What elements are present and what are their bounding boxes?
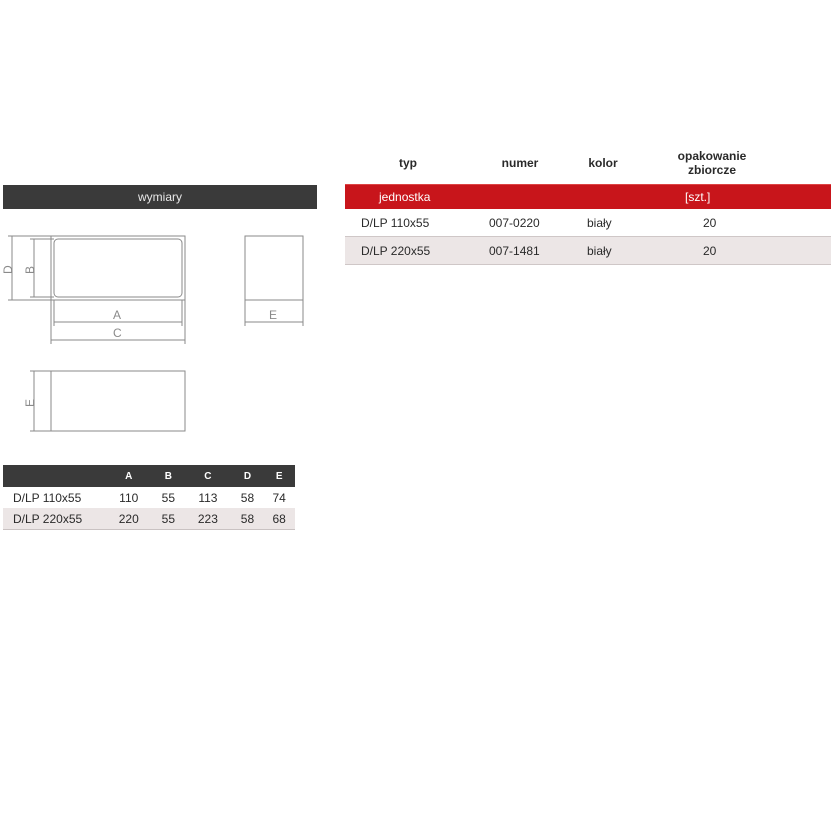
cell-D: 58 bbox=[240, 490, 255, 505]
table-row bbox=[345, 236, 831, 265]
table-row bbox=[3, 487, 295, 508]
header-E: E bbox=[263, 465, 295, 487]
unit-bar bbox=[345, 184, 831, 209]
cell-C: 113 bbox=[198, 490, 218, 505]
unit-label: jednostka bbox=[379, 190, 431, 204]
label-E-top: E bbox=[23, 398, 37, 407]
header-opakowanie-line1: opakowanie bbox=[677, 149, 747, 163]
header-numer: numer bbox=[501, 156, 539, 170]
cell-B: 55 bbox=[161, 490, 175, 505]
label-C: C bbox=[113, 326, 122, 340]
header-D: D bbox=[232, 465, 264, 487]
label-B: B bbox=[23, 265, 37, 274]
header-opakowanie-line2: zbiorcze bbox=[687, 163, 736, 177]
label-D: D bbox=[1, 265, 15, 274]
duct-schematic bbox=[0, 220, 320, 450]
duct-side-view bbox=[245, 236, 303, 300]
label-E-side: E bbox=[269, 308, 278, 322]
row-kolor: biały bbox=[587, 216, 612, 230]
row-name: D/LP 110x55 bbox=[13, 490, 82, 505]
duct-top-view bbox=[51, 371, 185, 431]
cell-E: 74 bbox=[272, 490, 286, 505]
row-numer: 007-0220 bbox=[489, 216, 540, 230]
dimension-drawing bbox=[0, 220, 320, 455]
dimension-table-header bbox=[3, 465, 295, 487]
header-B: B bbox=[152, 465, 184, 487]
row-opakowanie: 20 bbox=[703, 216, 717, 230]
cell-A: 110 bbox=[119, 490, 139, 505]
unit-value: [szt.] bbox=[685, 190, 711, 204]
cell-D: 58 bbox=[232, 508, 264, 530]
header-typ: typ bbox=[399, 156, 417, 170]
row-name: D/LP 220x55 bbox=[3, 508, 105, 530]
header-C: C bbox=[184, 465, 231, 487]
dimensions-title: wymiary bbox=[138, 190, 182, 204]
table-row bbox=[345, 209, 831, 236]
cell-E: 68 bbox=[263, 508, 295, 530]
dimensions-title-bar bbox=[3, 185, 317, 209]
header-kolor: kolor bbox=[588, 156, 618, 170]
header-A: A bbox=[105, 465, 152, 487]
row-typ: D/LP 220x55 bbox=[361, 244, 431, 258]
cell-A: 220 bbox=[105, 508, 152, 530]
product-table bbox=[345, 146, 831, 265]
table-row bbox=[3, 508, 295, 530]
cell-B: 55 bbox=[152, 508, 184, 530]
header-name bbox=[3, 465, 105, 487]
duct-front-inner bbox=[54, 239, 182, 297]
row-kolor: biały bbox=[587, 244, 612, 258]
duct-front-outer bbox=[51, 236, 185, 300]
row-numer: 007-1481 bbox=[489, 244, 540, 258]
row-typ: D/LP 110x55 bbox=[361, 216, 430, 230]
row-opakowanie: 20 bbox=[703, 244, 717, 258]
cell-C: 223 bbox=[184, 508, 231, 530]
header-opakowanie bbox=[637, 149, 787, 177]
dimension-table bbox=[3, 465, 295, 530]
label-A: A bbox=[113, 308, 122, 322]
product-table-header bbox=[345, 146, 831, 184]
